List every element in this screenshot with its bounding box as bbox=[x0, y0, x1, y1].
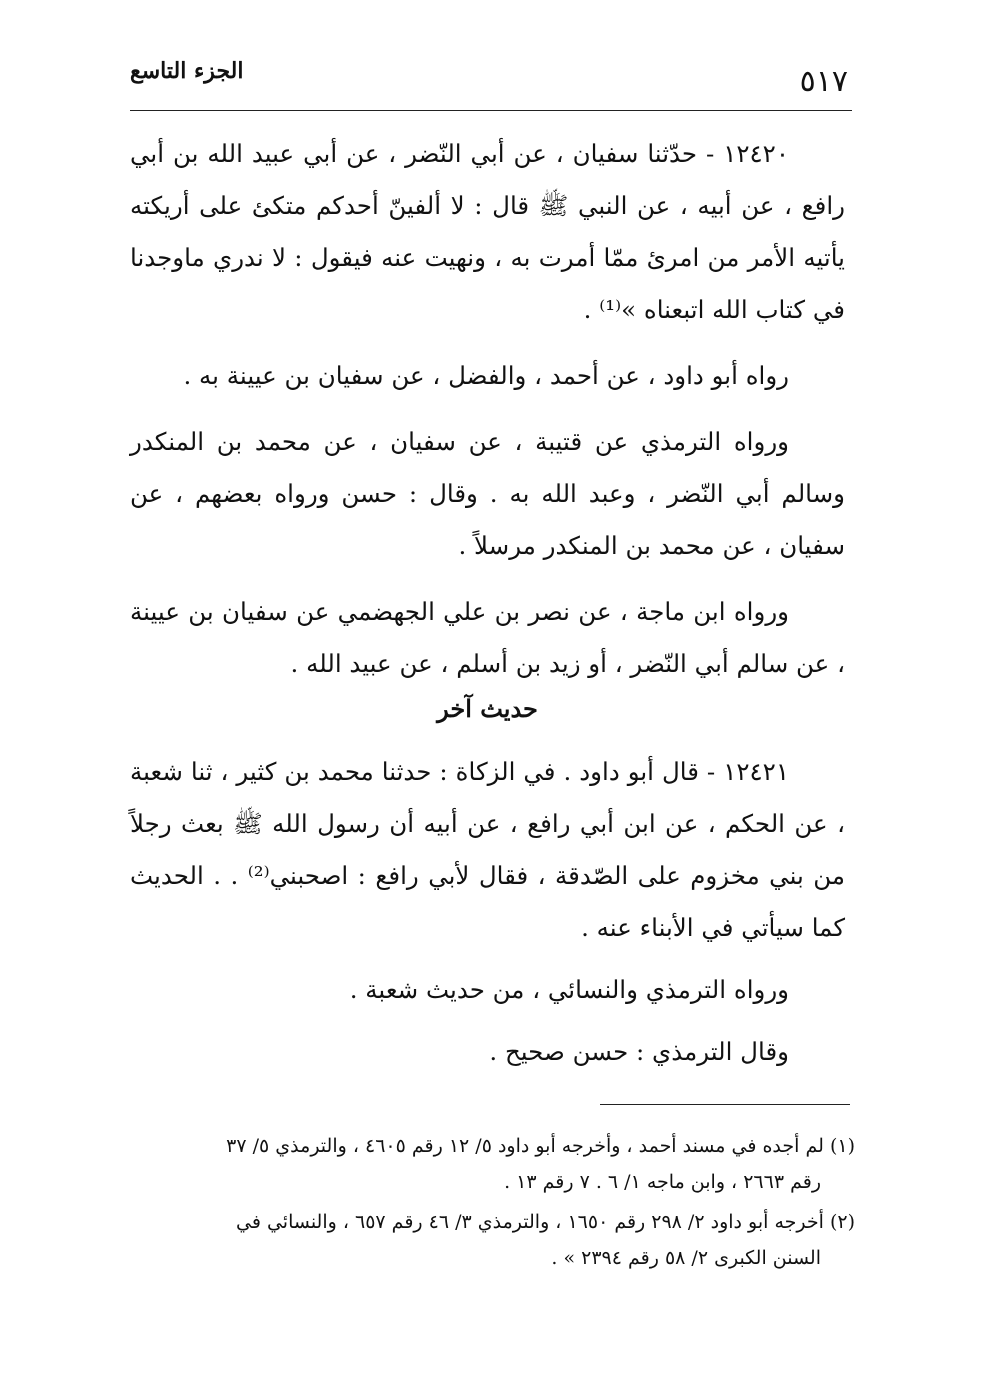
header-rule bbox=[130, 110, 852, 111]
footnote-marker: (١) bbox=[829, 1135, 855, 1157]
narration-tirmidhi-nasai-paragraph: ورواه الترمذي والنسائي ، من حديث شعبة . bbox=[349, 975, 789, 1004]
main-text-block-1 bbox=[130, 128, 845, 690]
running-header bbox=[130, 50, 852, 110]
tirmidhi-grading-paragraph: وقال الترمذي : حسن صحيح . bbox=[489, 1037, 789, 1066]
footnote-1 bbox=[130, 1128, 855, 1200]
footnote-text-line: أخرجه أبو داود ٢/ ٢٩٨ رقم ١٦٥٠ ، والترمذي ٣/ ٤٦ رقم ٦٥٧ ، والنسائي في bbox=[236, 1211, 824, 1233]
footnote-text-line: السنن الكبرى ٢/ ٥٨ رقم ٢٣٩٤ » . bbox=[551, 1247, 821, 1269]
footnote-separator bbox=[600, 1104, 850, 1105]
footnote-text-line: لم أجده في مسند أحمد ، وأخرجه أبو داود ٥/ ١٢ رقم ٤٦٠٥ ، والترمذي ٥/ ٣٧ bbox=[226, 1135, 824, 1157]
footnote-marker: (٢) bbox=[829, 1211, 855, 1233]
narration-abu-dawud-paragraph: رواه أبو داود ، عن أحمد ، والفضل ، عن سفيان بن عيينة به . bbox=[183, 361, 789, 390]
page-number: ٥١٧ bbox=[799, 64, 848, 99]
hadith-12420-paragraph: ١٢٤٢٠ - حدّثنا سفيان ، عن أبي النّضر ، عن أبي عبيد الله بن أبي رافع ، عن أبيه ، عن النبي ﷺ قال : لا ألفينّ أحدكم متكئ على أريكته يأتيه الأمر من امرئ ممّا أمرت به ، ونهيت عنه فيقول : لا ندري ماوجدنا في كتاب الله اتبعناه »⁽¹⁾ . bbox=[130, 139, 845, 324]
narration-tirmidhi-paragraph: ورواه الترمذي عن قتيبة ، عن سفيان ، عن محمد بن المنكدر وسالم أبي النّضر ، وعبد الله به . وقال : حسن ورواه بعضهم ، عن سفيان ، عن محمد بن المنكدر مرسلاً . bbox=[130, 427, 845, 560]
section-heading: حديث آخر bbox=[437, 694, 538, 723]
main-text-block-2 bbox=[130, 746, 845, 1078]
hadith-12421-paragraph: ١٢٤٢١ - قال أبو داود . في الزكاة : حدثنا محمد بن كثير ، ثنا شعبة ، عن الحكم ، عن ابن أبي رافع ، عن أبيه أن رسول الله ﷺ بعث رجلاً من بني مخزوم على الصّدقة ، فقال لأبي رافع : اصحبني⁽²⁾ . . الحديث كما سيأتي في الأبناء عنه . bbox=[130, 757, 846, 942]
footnote-text-line: رقم ٢٦٦٣ ، وابن ماجه ١/ ٦ . ٧ رقم ١٣ . bbox=[504, 1171, 821, 1193]
volume-title: الجزء التاسع bbox=[130, 58, 244, 84]
narration-ibn-majah-paragraph: ورواه ابن ماجة ، عن نصر بن علي الجهضمي عن سفيان بن عيينة ، عن سالم أبي النّضر ، أو زيد بن أسلم ، عن عبيد الله . bbox=[130, 597, 845, 678]
footnote-2 bbox=[130, 1204, 855, 1276]
footnotes bbox=[130, 1128, 855, 1280]
